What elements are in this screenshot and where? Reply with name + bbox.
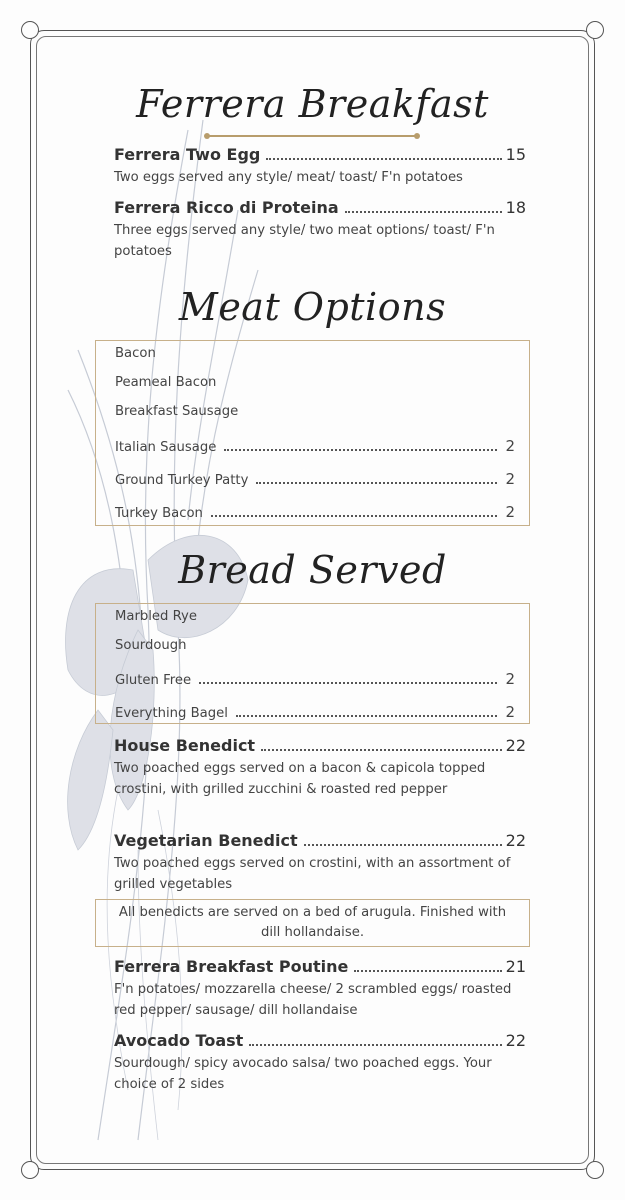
option-item: Everything Bagel 2 xyxy=(115,703,515,721)
menu-item: Vegetarian Benedict 22 Two poached eggs served on crostini, with an assortment of grilled vegetables xyxy=(114,831,526,892)
corner-ornament-top-left xyxy=(21,21,39,39)
menu-item: Avocado Toast 22 Sourdough/ spicy avocado salsa/ two poached eggs. Your choice of 2 sides xyxy=(114,1031,526,1092)
corner-ornament-bottom-left xyxy=(21,1161,39,1179)
bread-options-box xyxy=(95,603,530,724)
option-item: Gluten Free 2 xyxy=(115,670,515,688)
section-title-breakfast: Ferrera Breakfast xyxy=(136,82,489,126)
meat-options-box xyxy=(95,340,530,526)
menu-item: Ferrera Two Egg 15 Two eggs served any style/ meat/ toast/ F'n potatoes xyxy=(114,145,526,185)
title-divider xyxy=(204,133,420,139)
option-item: Peameal Bacon xyxy=(115,375,217,390)
corner-ornament-bottom-right xyxy=(586,1161,604,1179)
menu-item: Ferrera Ricco di Proteina 18 Three eggs served any style/ two meat options/ toast/ F'n potatoes xyxy=(114,198,526,259)
corner-ornament-top-right xyxy=(586,21,604,39)
option-item: Marbled Rye xyxy=(115,609,197,624)
option-item: Sourdough xyxy=(115,638,187,653)
option-item: Breakfast Sausage xyxy=(115,404,239,419)
benedict-note-box: All benedicts are served on a bed of arugula. Finished with dill hollandaise. xyxy=(95,899,530,947)
section-title-bread: Bread Served xyxy=(178,548,447,592)
section-title-meat: Meat Options xyxy=(178,285,447,329)
option-item: Turkey Bacon 2 xyxy=(115,503,515,521)
option-item: Ground Turkey Patty 2 xyxy=(115,470,515,488)
menu-item: House Benedict 22 Two poached eggs served on a bacon & capicola topped crostini, with grilled zucchini & roasted red pepper xyxy=(114,736,526,797)
menu-item: Ferrera Breakfast Poutine 21 F'n potatoes/ mozzarella cheese/ 2 scrambled eggs/ roasted red pepper/ sausage/ dill hollandaise xyxy=(114,957,526,1018)
option-item: Italian Sausage 2 xyxy=(115,437,515,455)
option-item: Bacon xyxy=(115,346,156,361)
